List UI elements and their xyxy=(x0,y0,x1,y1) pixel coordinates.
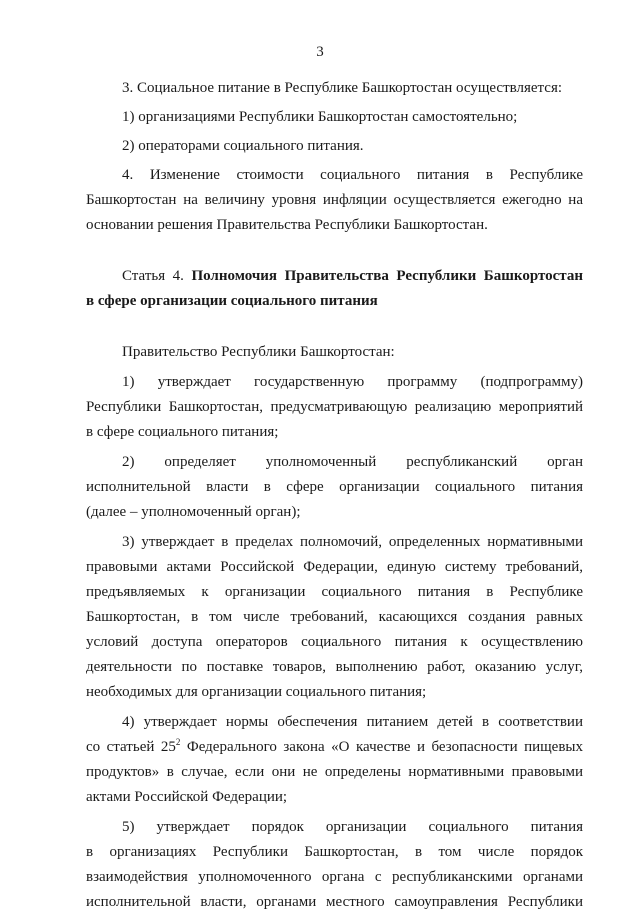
article-title-part-1: Полномочия Правительства Республики Башкортостан xyxy=(191,268,583,284)
text-line: исполнительной власти, органами местного самоуправления Республики xyxy=(86,894,583,910)
text-line: деятельности по поставке товаров, выполнению работ, оказанию услуг, xyxy=(86,659,583,675)
text-line: 5) утверждает порядок организации социального питания xyxy=(122,819,583,835)
document-body xyxy=(86,76,583,915)
text-line: 4. Изменение стоимости социального питания в Республике xyxy=(122,167,583,183)
text-line: основании решения Правительства Республики Башкортостан. xyxy=(86,217,488,233)
text-line: (далее – уполномоченный орган); xyxy=(86,504,301,520)
text-line-with-superscript xyxy=(86,735,583,760)
text-line: 2) операторами социального питания. xyxy=(122,138,364,154)
paragraph-3-item-2 xyxy=(86,134,583,159)
article-heading-line-1 xyxy=(86,264,583,289)
text-line: взаимодействия уполномоченного органа с республиканскими органами xyxy=(86,869,583,885)
article-reference: со статьей 25 xyxy=(86,739,176,755)
text-line: актами Российской Федерации; xyxy=(86,789,288,805)
text-line: Башкортостан на величину уровня инфляции осуществляется ежегодно на xyxy=(86,192,583,208)
item-5 xyxy=(86,815,583,915)
paragraph-3-item-1 xyxy=(86,105,583,130)
text-line: Башкортостан, в том числе требований, касающихся создания равных xyxy=(86,609,583,625)
text-line: предъявляемых к организации социального питания в Республике xyxy=(86,584,583,600)
text-line: 1) организациями Республики Башкортостан самостоятельно; xyxy=(122,109,518,125)
text-line: необходимых для организации социального питания; xyxy=(86,684,427,700)
article-title-part-2: в сфере организации социального питания xyxy=(86,293,378,309)
text-line: Правительство Республики Башкортостан: xyxy=(122,344,395,360)
item-2 xyxy=(86,450,583,525)
paragraph-3 xyxy=(86,76,583,101)
text-line: условий доступа операторов социального питания к осуществлению xyxy=(86,634,583,650)
text-line: 1) утверждает государственную программу (подпрограмму) xyxy=(122,374,583,390)
text-line: 3. Социальное питание в Республике Башкортостан осуществляется: xyxy=(122,80,563,96)
text-line: 4) утверждает нормы обеспечения питанием детей в соответствии xyxy=(122,714,583,730)
paragraph-4 xyxy=(86,163,583,238)
item-3 xyxy=(86,530,583,705)
item-4 xyxy=(86,710,583,810)
law-reference: Федерального закона «О качестве и безопасности пищевых xyxy=(180,739,583,755)
item-1 xyxy=(86,370,583,445)
text-line: правовыми актами Российской Федерации, единую систему требований, xyxy=(86,559,583,575)
text-line: в организациях Республики Башкортостан, в том числе порядок xyxy=(86,844,583,860)
text-line: Республики Башкортостан, предусматривающую реализацию мероприятий xyxy=(86,399,583,415)
text-line: 2) определяет уполномоченный республиканский орган xyxy=(122,454,583,470)
text-line: исполнительной власти в сфере организации социального питания xyxy=(86,479,583,495)
article-number: Статья 4. xyxy=(122,268,184,284)
article-heading xyxy=(86,264,583,314)
text-line: 3) утверждает в пределах полномочий, определенных нормативными xyxy=(122,534,583,550)
text-line: в сфере социального питания; xyxy=(86,424,279,440)
text-line: продуктов» в случае, если они не определены нормативными правовыми xyxy=(86,764,583,780)
superscript: 2 xyxy=(175,737,181,747)
page-number: 3 xyxy=(316,44,324,60)
intro-paragraph xyxy=(86,340,583,365)
